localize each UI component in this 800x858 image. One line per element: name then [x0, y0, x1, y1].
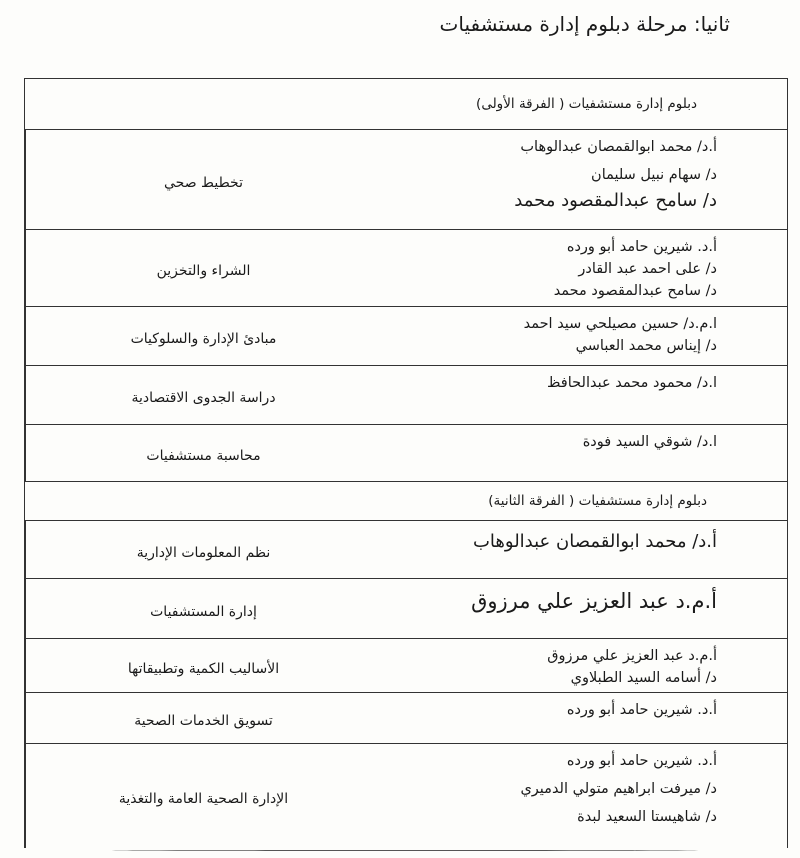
course-cell: مبادئ الإدارة والسلوكيات [25, 307, 381, 365]
section-header-second-year: دبلوم إدارة مستشفيات ( الفرقة الثانية) [25, 482, 787, 521]
teacher-name: د/ سامح عبدالمقصود محمد [553, 283, 717, 299]
course-cell: تخطيط صحي [25, 130, 381, 229]
course-cell: تسويق الخدمات الصحية [25, 693, 381, 743]
teacher-name: أ.د/ محمد ابوالقمصان عبدالوهاب [472, 531, 717, 552]
teacher-name: أ.د/ محمد ابوالقمصان عبدالوهاب [520, 139, 717, 155]
teacher-name: د/ سامح عبدالمقصود محمد [514, 190, 717, 211]
course-cell: الأساليب الكمية وتطبيقاتها [25, 639, 381, 692]
table-row [25, 425, 787, 482]
teacher-name: د/ ميرفت ابراهيم متولي الدميري [520, 781, 717, 797]
table-row [25, 230, 787, 307]
teacher-name: د/ أسامه السيد الطبلاوي [570, 670, 717, 686]
teacher-name: د/ على احمد عبد القادر [578, 261, 717, 277]
teachers-cell [381, 579, 787, 638]
table-row [25, 744, 787, 848]
teacher-name: أ.م.د عبد العزيز علي مرزوق [471, 589, 717, 613]
teachers-cell [381, 639, 787, 692]
teacher-name: أ.د. شيرين حامد أبو ورده [566, 239, 717, 255]
course-cell: الشراء والتخزين [25, 230, 381, 306]
teacher-name: أ.د. شيرين حامد أبو ورده [566, 753, 717, 769]
course-cell: الإدارة الصحية العامة والتغذية [25, 744, 381, 848]
course-cell: إدارة المستشفيات [25, 579, 381, 638]
teachers-cell [381, 744, 787, 848]
teachers-cell [381, 521, 787, 578]
teachers-cell [381, 130, 787, 229]
teacher-name: د/ سهام نبيل سليمان [591, 167, 717, 183]
table-row [25, 693, 787, 744]
table-row [25, 307, 787, 366]
table-row [25, 521, 787, 579]
teachers-cell [381, 230, 787, 306]
bottom-divider [110, 850, 700, 851]
teacher-name: د/ إيناس محمد العباسي [575, 338, 717, 354]
teacher-name: ا.د/ شوقي السيد فودة [582, 434, 717, 450]
courses-table [24, 78, 788, 848]
teachers-cell [381, 307, 787, 365]
course-cell: دراسة الجدوى الاقتصادية [25, 366, 381, 424]
teachers-cell [381, 366, 787, 424]
course-cell: محاسبة مستشفيات [25, 425, 381, 481]
teacher-name: ا.د/ محمود محمد عبدالحافظ [547, 375, 717, 391]
teacher-name: أ.د. شيرين حامد أبو ورده [566, 702, 717, 718]
teachers-cell [381, 693, 787, 743]
table-row [25, 579, 787, 639]
teacher-name: ا.م.د/ حسين مصيلحي سيد احمد [523, 316, 717, 332]
teachers-cell [381, 425, 787, 481]
section-header-first-year: دبلوم إدارة مستشفيات ( الفرقة الأولى) [25, 79, 787, 130]
teacher-name: د/ شاهيستا السعيد لبدة [577, 809, 717, 825]
table-row [25, 130, 787, 230]
course-cell: نظم المعلومات الإدارية [25, 521, 381, 578]
teacher-name: أ.م.د عبد العزيز علي مرزوق [547, 648, 717, 664]
table-row [25, 366, 787, 425]
table-row [25, 639, 787, 693]
page-title: ثانيا: مرحلة دبلوم إدارة مستشفيات [439, 12, 730, 36]
